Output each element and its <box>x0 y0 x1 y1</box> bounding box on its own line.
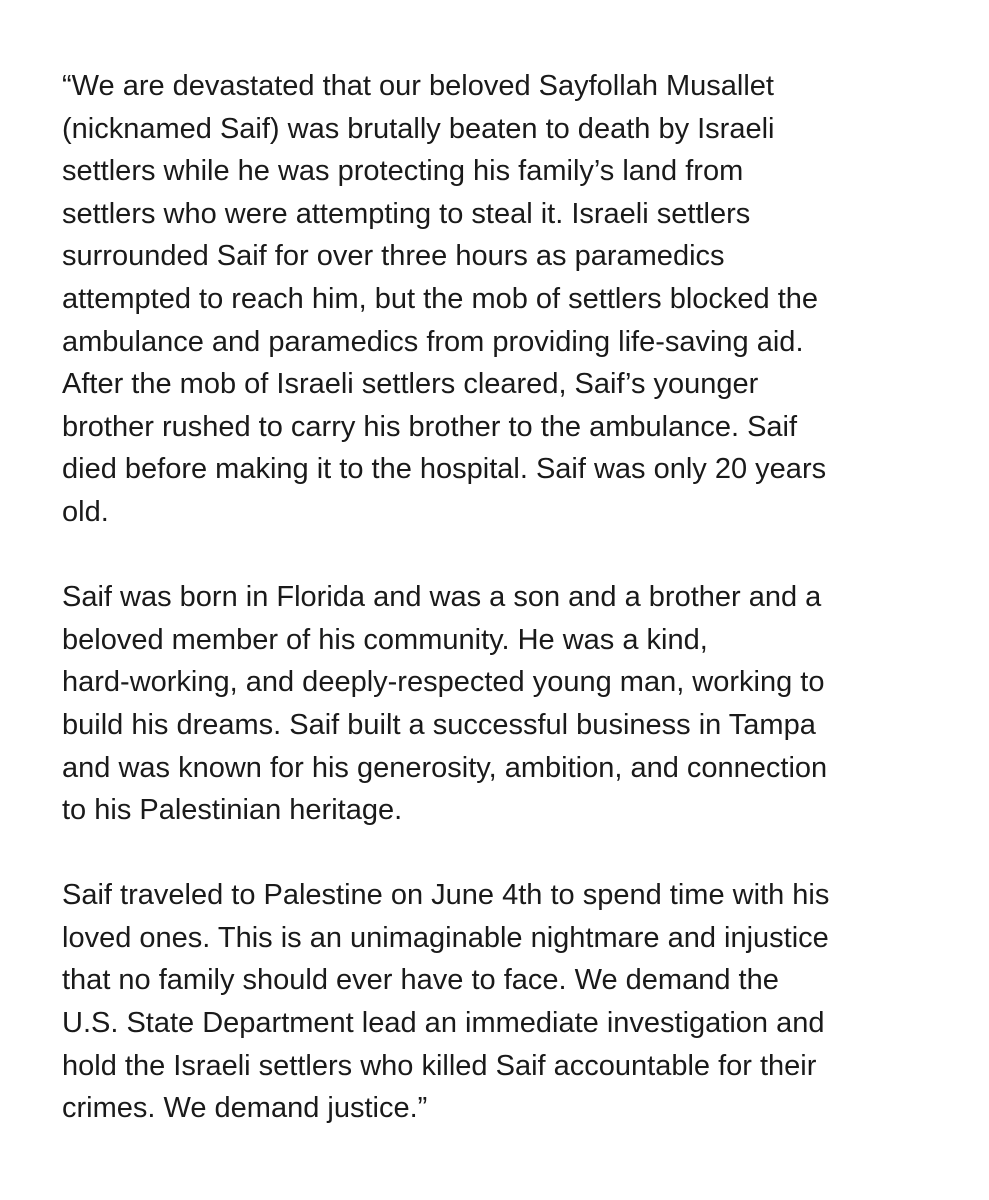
paragraph-1-line: ambulance and paramedics from providing life-saving aid. <box>62 325 804 358</box>
paragraph-3 <box>62 874 932 1130</box>
paragraph-1 <box>62 65 932 534</box>
paragraph-3-line: loved ones. This is an unimaginable nightmare and injustice <box>62 921 829 954</box>
paragraph-2-line: hard-working, and deeply-respected young man, working to <box>62 666 825 699</box>
paragraph-3-line: that no family should ever have to face. We demand the <box>62 964 779 997</box>
statement-text <box>62 65 932 1130</box>
paragraph-1-line: settlers while he was protecting his family’s land from <box>62 155 744 188</box>
paragraph-1-line: (nicknamed Saif) was brutally beaten to death by Israeli <box>62 112 775 145</box>
paragraph-2-line: to his Palestinian heritage. <box>62 794 403 827</box>
paragraph-spacer <box>62 534 932 577</box>
paragraph-3-line: Saif traveled to Palestine on June 4th to spend time with his <box>62 879 830 912</box>
paragraph-1-line: died before making it to the hospital. Saif was only 20 years <box>62 453 827 486</box>
paragraph-2-line: Saif was born in Florida and was a son and a brother and a <box>62 581 822 614</box>
paragraph-2-line: beloved member of his community. He was a kind, <box>62 623 708 656</box>
paragraph-1-line: attempted to reach him, but the mob of settlers blocked the <box>62 282 819 315</box>
paragraph-1-line: old. <box>62 495 109 528</box>
paragraph-1-line: After the mob of Israeli settlers cleared, Saif’s younger <box>62 368 759 401</box>
paragraph-spacer <box>62 832 932 875</box>
paragraph-1-line: “We are devastated that our beloved Sayfollah Musallet <box>62 70 774 102</box>
paragraph-1-line: settlers who were attempting to steal it. Israeli settlers <box>62 197 751 230</box>
paragraph-3-line: hold the Israeli settlers who killed Saif accountable for their <box>62 1049 817 1082</box>
paragraph-1-line: brother rushed to carry his brother to the ambulance. Saif <box>62 410 798 443</box>
paragraph-2 <box>62 576 932 832</box>
paragraph-3-line: U.S. State Department lead an immediate investigation and <box>62 1007 825 1040</box>
paragraph-2-line: and was known for his generosity, ambition, and connection <box>62 751 828 784</box>
paragraph-2-line: build his dreams. Saif built a successful business in Tampa <box>62 708 816 741</box>
paragraph-1-line: surrounded Saif for over three hours as paramedics <box>62 240 725 273</box>
paragraph-3-line: crimes. We demand justice.” <box>62 1092 428 1125</box>
